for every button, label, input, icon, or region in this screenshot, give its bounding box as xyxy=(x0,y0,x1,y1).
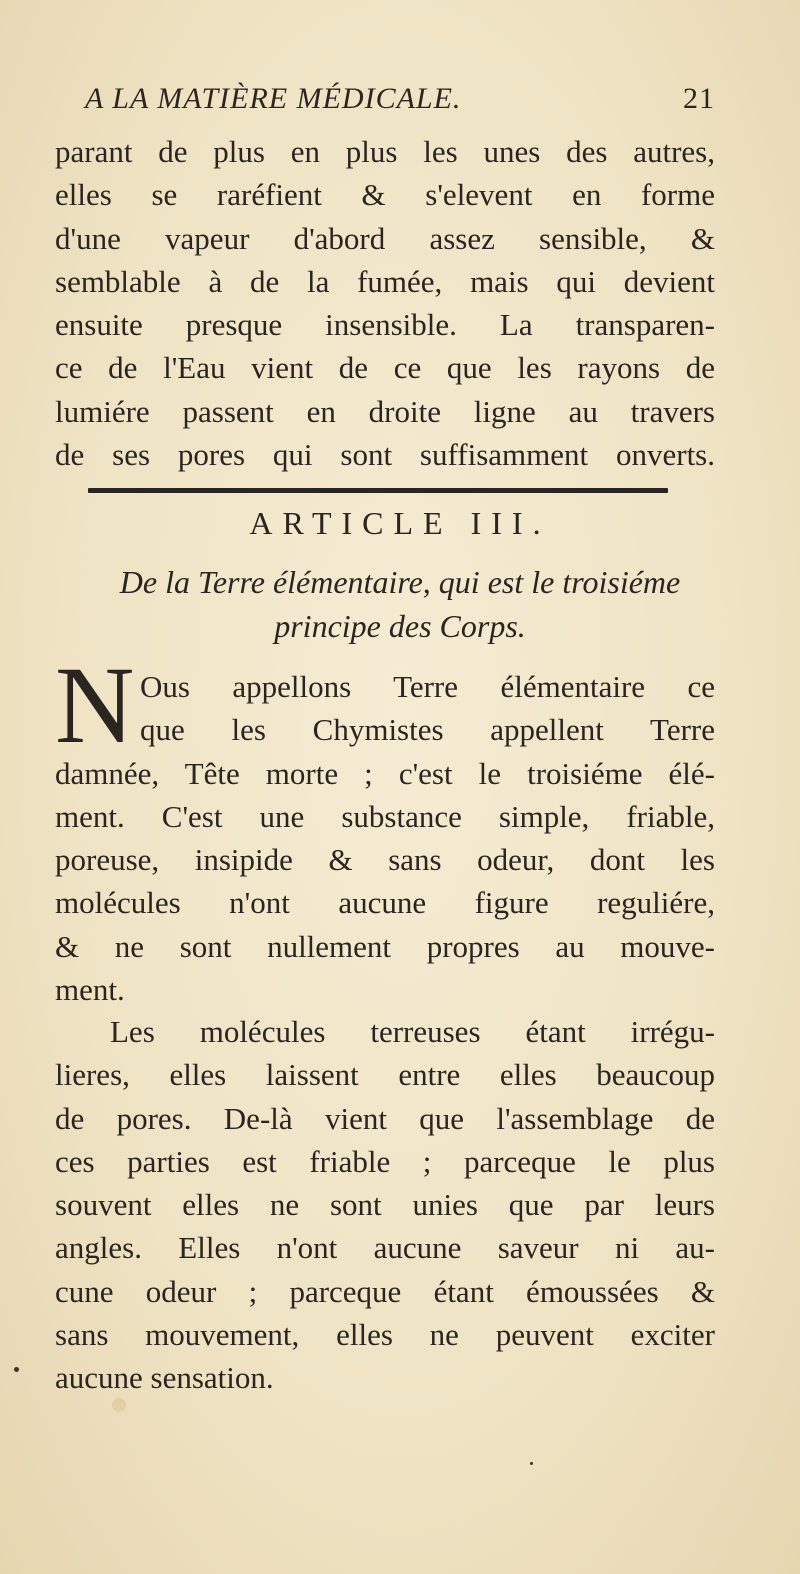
text-line: angles. Elles n'ont aucune saveur ni au- xyxy=(55,1230,715,1266)
article-subtitle xyxy=(80,560,720,648)
paragraph-3 xyxy=(55,1010,715,1400)
paragraph-1 xyxy=(55,130,715,476)
text-line: ces parties est friable ; parceque le plus xyxy=(55,1143,715,1179)
subtitle-line: De la Terre élémentaire, qui est le troisiéme xyxy=(119,564,681,600)
ink-speck xyxy=(530,1462,533,1465)
text-line: Ous appellons Terre élémentaire ce xyxy=(140,669,715,704)
text-line: elles se raréfient & s'elevent en forme xyxy=(55,177,715,213)
text-line: molécules n'ont aucune figure reguliére, xyxy=(55,885,715,921)
text-line: souvent elles ne sont unies que par leurs xyxy=(55,1187,715,1223)
text-line: parant de plus en plus les unes des autres, xyxy=(55,134,715,169)
text-line: semblable à de la fumée, mais qui devient xyxy=(55,263,715,299)
text-line: poreuse, insipide & sans odeur, dont les xyxy=(55,842,715,878)
text-line: ment. xyxy=(55,972,125,1008)
text-line: ce de l'Eau vient de ce que les rayons de xyxy=(55,350,715,386)
running-header xyxy=(85,82,715,122)
drop-capital: N xyxy=(55,644,135,766)
text-line: que les Chymistes appellent Terre xyxy=(140,712,715,748)
subtitle-line: principe des Corps. xyxy=(274,608,526,644)
article-heading: ARTICLE III. xyxy=(249,505,551,541)
text-line: sans mouvement, elles ne peuvent exciter xyxy=(55,1317,715,1353)
text-line: de ses pores qui sont suffisamment onverts. xyxy=(55,437,715,473)
text-line: d'une vapeur d'abord assez sensible, & xyxy=(55,220,715,256)
paper-stain xyxy=(112,1398,126,1412)
text-line: ensuite presque insensible. La transparen- xyxy=(55,307,715,343)
text-line: cune odeur ; parceque étant émoussées & xyxy=(55,1273,715,1309)
text-line: ment. C'est une substance simple, friable, xyxy=(55,798,715,834)
text-line: & ne sont nullement propres au mouve- xyxy=(55,928,715,964)
text-line: damnée, Tête morte ; c'est le troisiéme élé- xyxy=(55,755,715,791)
ink-speck xyxy=(14,1367,19,1372)
section-rule xyxy=(88,488,668,493)
paragraph-2 xyxy=(55,665,715,1011)
running-title: A LA MATIÈRE MÉDICALE. xyxy=(85,82,462,115)
text-line: Les molécules terreuses étant irrégu- xyxy=(110,1014,715,1049)
text-line: lumiére passent en droite ligne au travers xyxy=(55,393,715,429)
page-number: 21 xyxy=(683,82,715,115)
text-line: aucune sensation. xyxy=(55,1360,274,1396)
text-line: de pores. De-là vient que l'assemblage de xyxy=(55,1100,715,1136)
text-line: lieres, elles laissent entre elles beaucoup xyxy=(55,1057,715,1093)
